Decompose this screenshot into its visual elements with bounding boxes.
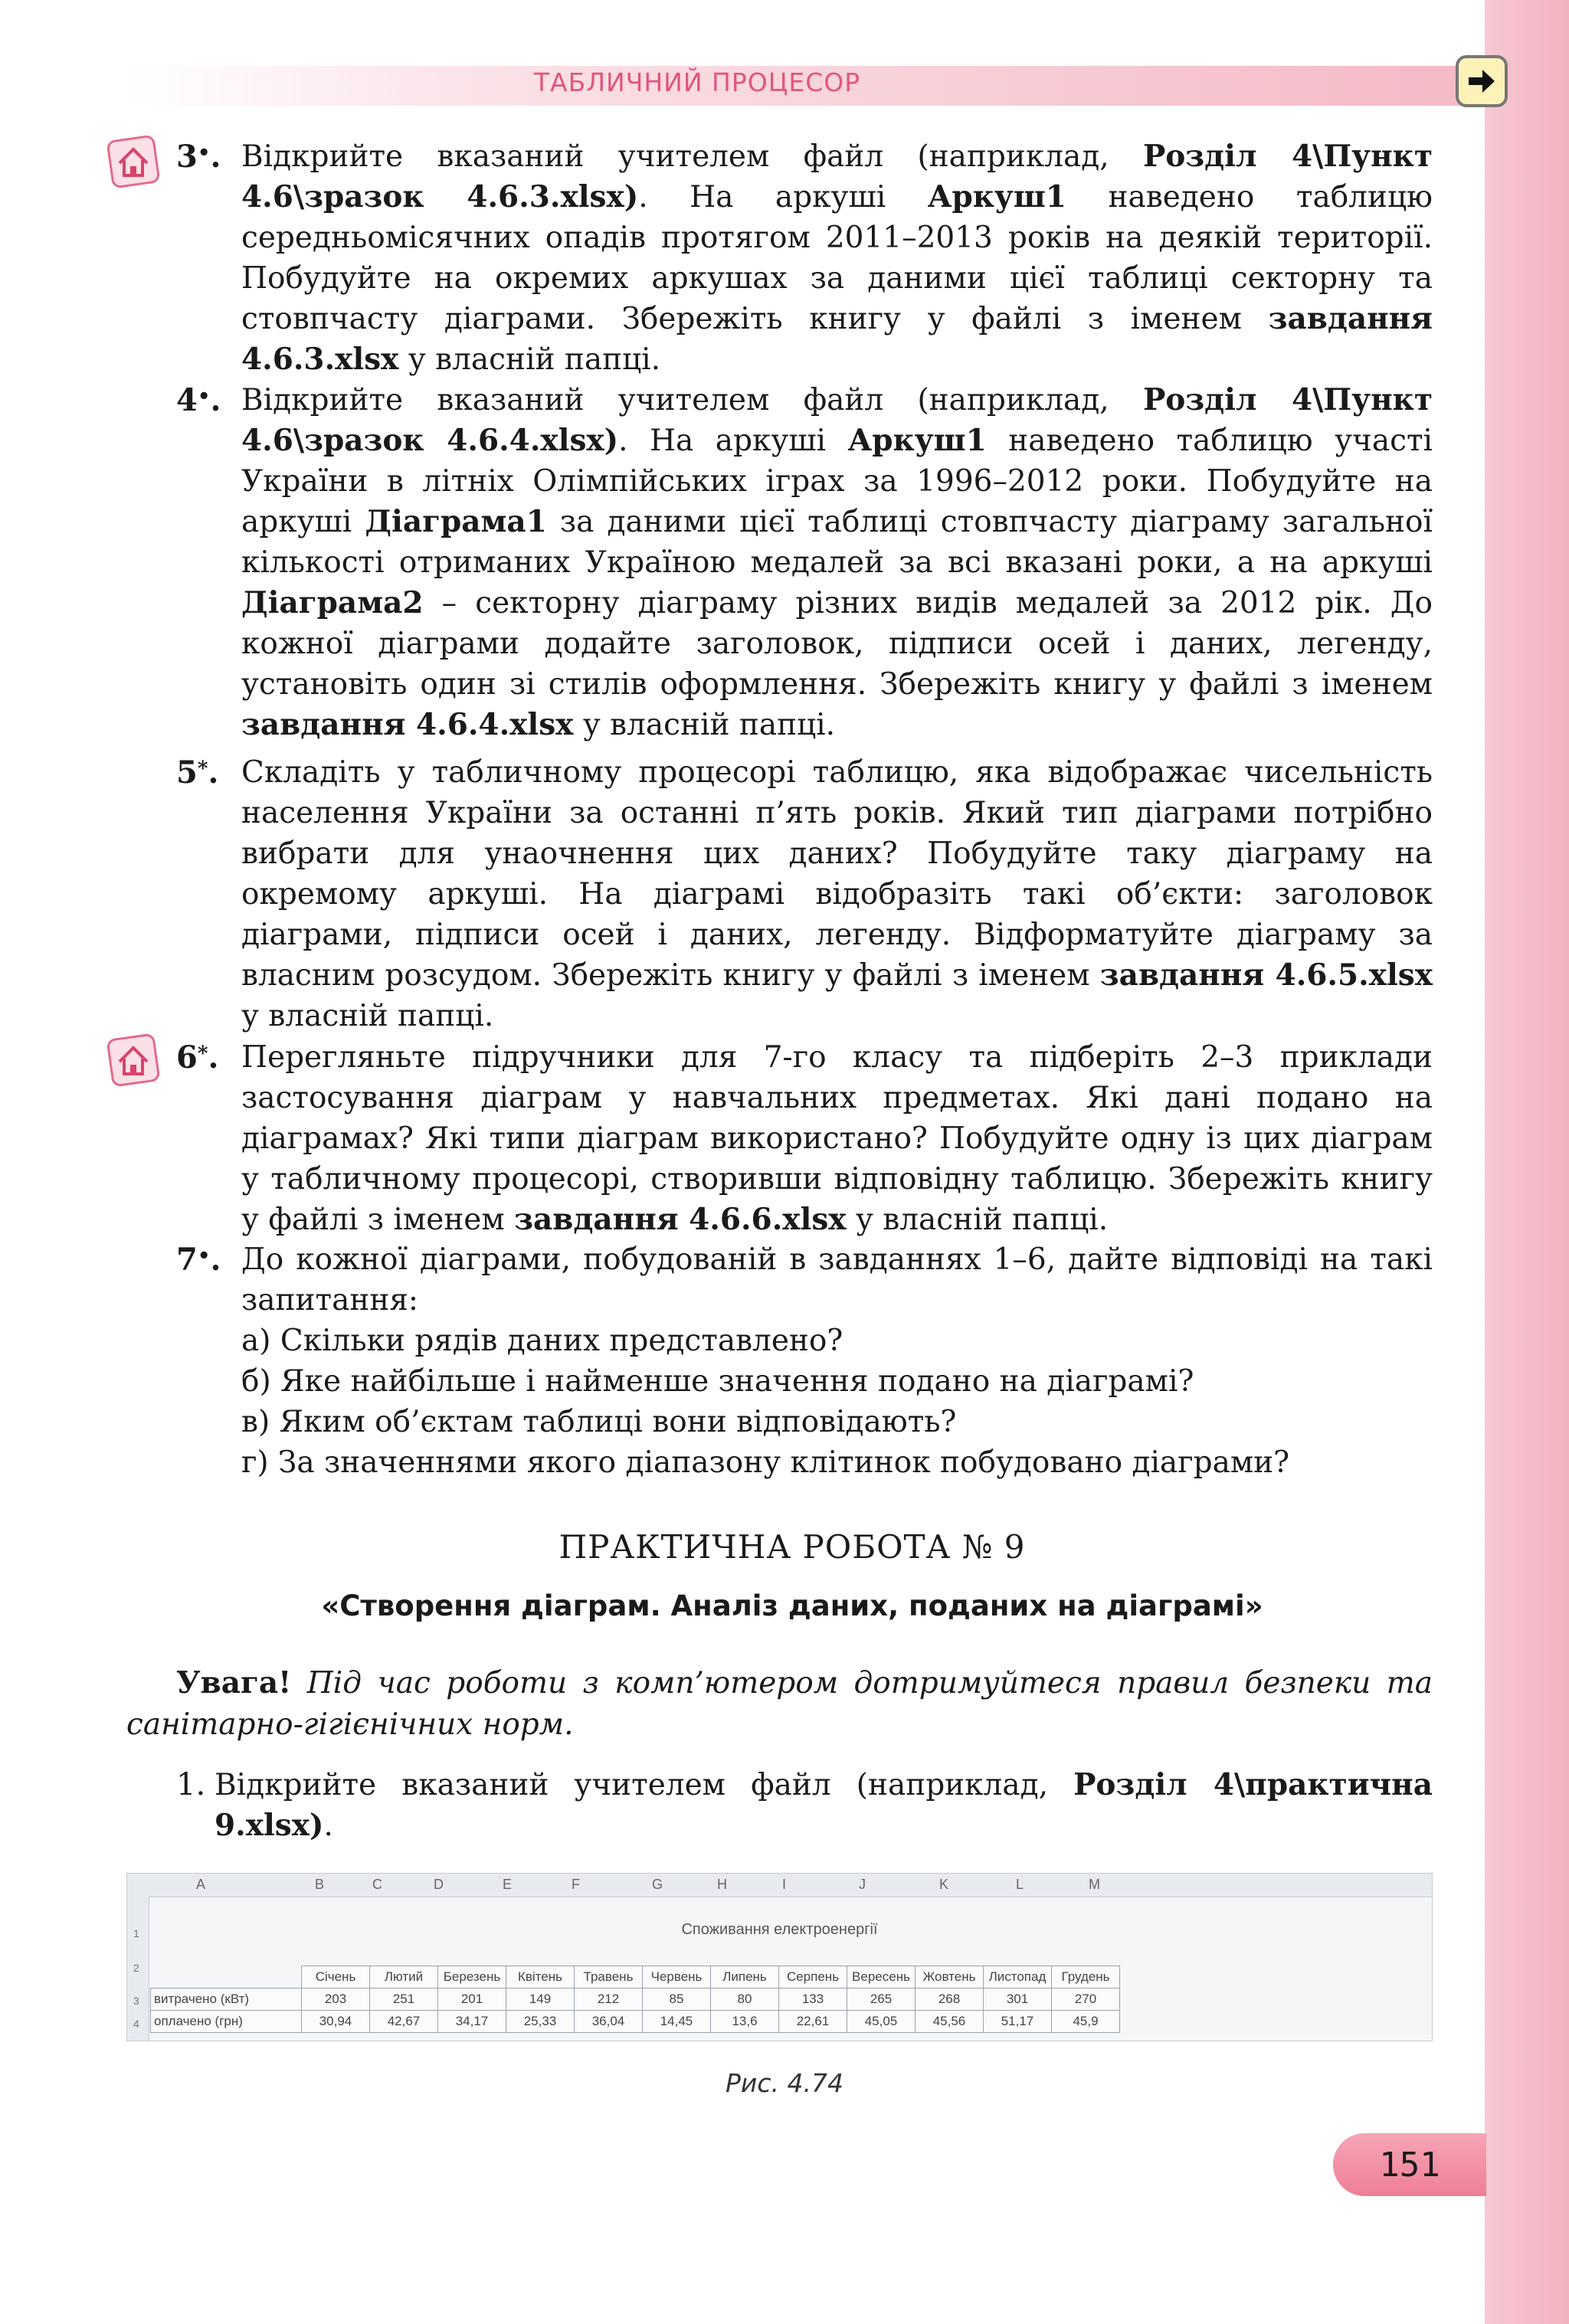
column-header: J (859, 1877, 866, 1892)
table-cell: Серпень (779, 1966, 847, 1988)
table-cell: 22,61 (779, 2011, 847, 2033)
table-cell: 133 (779, 1988, 847, 2011)
column-header: F (572, 1877, 580, 1892)
table-cell: Червень (643, 1966, 711, 1988)
table-cell: 80 (711, 1988, 779, 2011)
task-text (241, 1239, 1433, 1321)
text-run: – секторну діаграму різних видів медалей за 2012 рік. До кожної діаграми додайте заголовок, підписи осей і даних, легенду, установіть один зі стилів оформлення. Збережіть книгу у файлі з іменем (241, 586, 1433, 702)
text-run: у власній папці. (573, 708, 836, 742)
table-cell: 301 (984, 1988, 1052, 2011)
table-cell: 265 (847, 1988, 916, 2011)
column-header: H (717, 1877, 727, 1892)
task-number: 5*. (176, 754, 219, 790)
task-5 (176, 752, 1433, 1036)
row-label: витрачено (кВт) (151, 1988, 302, 2011)
table-cell: 14,45 (643, 2011, 711, 2033)
arrow-right-icon (1466, 65, 1498, 97)
table-cell: Лютий (370, 1966, 438, 1988)
figure-caption: Рис. 4.74 (726, 2068, 843, 2098)
table-cell: 45,05 (847, 2011, 916, 2033)
table-cell: 45,56 (916, 2011, 984, 2033)
table-cell: 45,9 (1052, 2011, 1120, 2033)
column-header: I (782, 1877, 787, 1892)
table-cell: Грудень (1052, 1966, 1120, 1988)
task-3 (176, 136, 1433, 380)
bold-text: завдання 4.6.5.xlsx (1099, 957, 1433, 993)
side-color-band (1485, 0, 1569, 2324)
text-run: наведено таблицю участі України в літніх Олімпійських іграх за 1996–2012 роки. Побудуйте на аркуші (241, 424, 1433, 539)
bold-text: завдання 4.6.6.xlsx (514, 1202, 847, 1237)
next-page-button[interactable] (1456, 55, 1508, 107)
column-header: E (503, 1877, 513, 1892)
table-cell: 201 (438, 1988, 506, 2011)
text-run: у власній папці. (846, 1203, 1109, 1237)
question-item: г) За значеннями якого діапазону клітинок побудовано діаграми? (241, 1445, 1290, 1480)
task-number: 3•. (176, 139, 221, 175)
text-run: Перегляньте підручники для 7-го класу та підберіть 2–3 приклади застосування діаграм у навчальних предметах. Які дані подано на діаграмах? Які типи діаграм використано? Побудуйте одну із цих діаграм у табличному процесорі, створивши відповідну таблицю. Збережіть книгу у файлі з іменем (241, 1040, 1433, 1237)
text-run: Відкрийте вказаний учителем файл (наприклад, (241, 383, 1143, 417)
home-icon (106, 1033, 161, 1088)
spreadsheet-figure (126, 1873, 1433, 2041)
question-item: в) Яким об’єктам таблиці вони відповідають? (241, 1405, 957, 1439)
text-run: у власній папці. (398, 342, 661, 377)
task-4 (176, 380, 1433, 745)
text-run: наведено таблицю середньомісячних опадів протягом 2011–2013 років на деякій території. Побудуйте на окремих аркушах за даними цієї таблиці секторну та стовпчасту діаграми. Збережіть книгу у файлі з іменем (241, 180, 1433, 336)
table-cell: 34,17 (438, 2011, 506, 2033)
task-text (241, 136, 1433, 380)
table-cell: Жовтень (916, 1966, 984, 1988)
table-cell: Січень (302, 1966, 370, 1988)
safety-warning (126, 1662, 1433, 1746)
table-cell: 85 (643, 1988, 711, 2011)
practical-title: ПРАКТИЧНА РОБОТА № 9 (558, 1528, 1026, 1566)
table-cell: 251 (370, 1988, 438, 2011)
table-cell: 270 (1052, 1988, 1120, 2011)
task-number: 7•. (176, 1242, 221, 1278)
table-cell: 212 (575, 1988, 643, 2011)
table-cell: 268 (916, 1988, 984, 2011)
task-text (241, 1037, 1433, 1240)
column-header: G (652, 1877, 663, 1892)
table-row (151, 1988, 1120, 2011)
text-run: До кожної діаграми, побудованій в завданнях 1–6, дайте відповіді на такі запитання: (241, 1242, 1433, 1317)
column-header: B (315, 1877, 325, 1892)
table-cell: Листопад (984, 1966, 1052, 1988)
question-item: а) Скільки рядів даних представлено? (241, 1324, 843, 1358)
warning-text: Під час роботи з комп’ютером дотримуйтеся правил безпеки та санітарно-гігієнічних норм. (126, 1666, 1433, 1742)
column-header: K (939, 1877, 949, 1892)
column-headers (127, 1874, 1432, 1897)
table-cell: 30,94 (302, 2011, 370, 2033)
bold-text: завдання 4.6.4.xlsx (241, 707, 574, 742)
table-row (151, 2011, 1120, 2033)
home-icon (106, 134, 161, 189)
question-item: б) Яке найбільше і найменше значення подано на діаграмі? (241, 1364, 1194, 1399)
table-cell: Квітень (506, 1966, 575, 1988)
bold-text: завдання 4.6.3.xlsx (241, 301, 1433, 377)
page-number: 151 (1333, 2133, 1486, 2196)
warning-label: Увага! (176, 1665, 292, 1700)
row-headers (127, 1897, 149, 2041)
task-text (241, 752, 1433, 1036)
step-text: Відкрийте вказаний учителем файл (наприклад, Розділ 4\практична 9.xlsx). (215, 1767, 1433, 1843)
text-run: за даними цієї таблиці стовпчасту діаграму загальної кількості отриманих Україною медалей за всі вказані роки, а на аркуші (241, 505, 1433, 580)
bold-text: Розділ 4\Пункт 4.6\зразок 4.6.4.xlsx) (241, 382, 1433, 458)
column-header: L (1016, 1877, 1024, 1892)
row-header: 4 (133, 2018, 139, 2030)
sheet-title: Споживання електроенергії (681, 1921, 878, 1938)
column-header: D (434, 1877, 444, 1892)
table-row (151, 1966, 1120, 1988)
practical-step-1 (176, 1765, 1433, 1846)
text-run: . На аркуші (638, 180, 928, 214)
table-cell: 36,04 (575, 2011, 643, 2033)
row-header: 1 (133, 1927, 139, 1939)
section-title: ТАБЛИЧНИЙ ПРОЦЕСОР (533, 67, 861, 97)
table-cell: 42,67 (370, 2011, 438, 2033)
question-list (241, 1321, 1433, 1483)
practical-subtitle: «Створення діаграм. Аналіз даних, поданих на діаграмі» (321, 1589, 1263, 1622)
table-cell: Вересень (847, 1966, 916, 1988)
column-header: A (196, 1877, 206, 1892)
bold-text: Діаграма2 (241, 585, 424, 620)
task-7 (176, 1239, 1433, 1483)
table-cell: Травень (575, 1966, 643, 1988)
bold-text: Розділ 4\Пункт 4.6\зразок 4.6.3.xlsx) (241, 139, 1433, 214)
table-cell: Липень (711, 1966, 779, 1988)
row-header: 2 (133, 1962, 139, 1974)
task-number: 6*. (176, 1039, 219, 1075)
text-run: . На аркуші (618, 424, 848, 458)
row-header: 3 (133, 1995, 139, 2007)
bold-text: Діаграма1 (365, 504, 547, 539)
table-cell: 51,17 (984, 2011, 1052, 2033)
table-cell: 13,6 (711, 2011, 779, 2033)
text-run: Складіть у табличному процесорі таблицю, яка відображає чисельність населення України за останні п’ять років. Який тип діаграми потрібно вибрати для унаочнення цих даних? Побудуйте таку діаграму на окремому аркуші. На діаграмі відобразіть такі об’єкти: заголовок діаграми, підписи осей і даних, легенду. Відформатуйте діаграму за власним розсудом. Збережіть книгу у файлі з іменем (241, 755, 1433, 993)
column-header: M (1089, 1877, 1100, 1892)
table-cell: 203 (302, 1988, 370, 2011)
row-label: оплачено (грн) (151, 2011, 302, 2033)
text-run: у власній папці. (241, 999, 494, 1033)
table-cell: 149 (506, 1988, 575, 2011)
table-cell: 25,33 (506, 2011, 575, 2033)
table-cell: Березень (438, 1966, 506, 1988)
bold-text: Аркуш1 (927, 179, 1066, 214)
task-number: 4•. (176, 382, 221, 418)
step-number: 1. (176, 1767, 206, 1802)
task-6 (176, 1037, 1433, 1240)
task-text (241, 380, 1433, 745)
column-header: C (372, 1877, 382, 1892)
text-run: Відкрийте вказаний учителем файл (наприклад, (241, 139, 1143, 174)
bold-text: Аркуш1 (847, 423, 987, 458)
data-table (150, 1966, 1120, 2033)
